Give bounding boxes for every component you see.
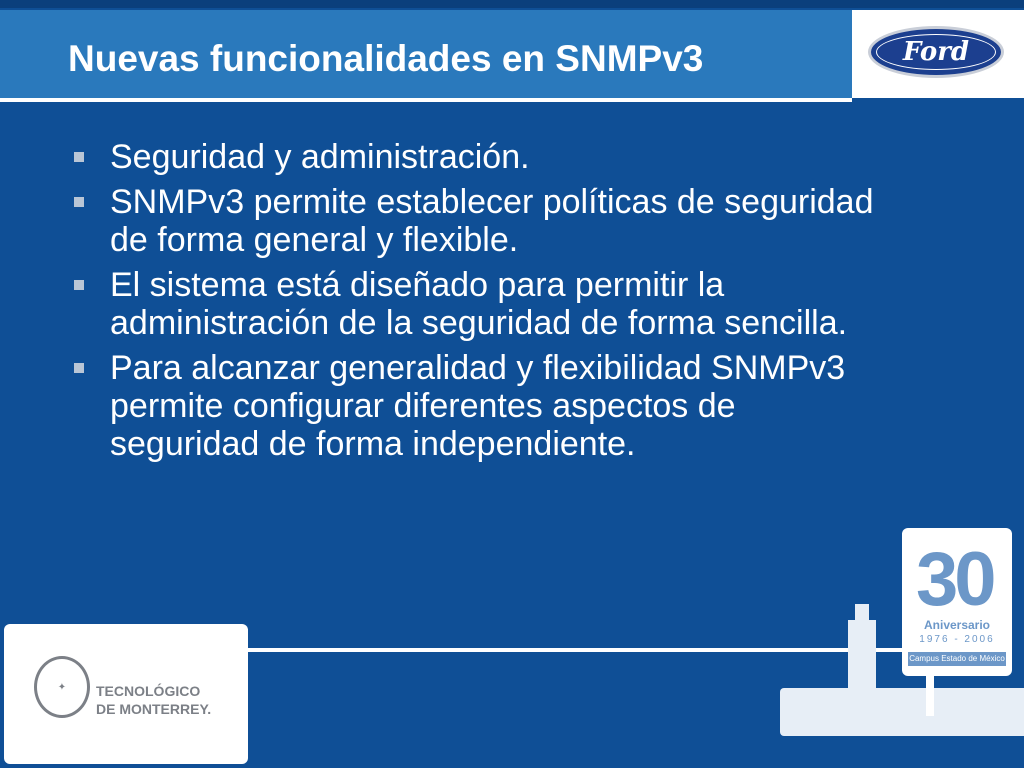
anniversary-logo	[902, 528, 1012, 676]
anniversary-campus: Campus Estado de México	[908, 652, 1006, 666]
footer-divider-line	[244, 648, 904, 652]
tec-logo-line2: DE MONTERREY.	[96, 701, 212, 717]
tec-logo-text	[96, 682, 211, 718]
anniversary-sign-post	[926, 676, 934, 716]
square-bullet-icon	[74, 152, 84, 162]
top-stripe	[0, 0, 1024, 8]
bullet-item	[74, 183, 874, 259]
title-bar	[0, 10, 852, 102]
square-bullet-icon	[74, 280, 84, 290]
bullet-text: SNMPv3 permite establecer políticas de seguridad de forma general y flexible.	[110, 183, 874, 259]
ford-logo	[868, 26, 1004, 78]
bullet-item	[74, 349, 874, 463]
square-bullet-icon	[74, 197, 84, 207]
tec-monterrey-logo	[4, 624, 248, 764]
bullet-text: Para alcanzar generalidad y flexibilidad SNMPv3 permite configurar diferentes aspectos de seguridad de forma independiente.	[110, 349, 846, 463]
bullet-text: Seguridad y administración.	[110, 138, 530, 176]
bullet-item	[74, 266, 874, 342]
anniversary-number: 30	[916, 537, 993, 622]
ford-logo-box	[852, 10, 1024, 98]
ford-logo-text: Ford	[876, 34, 996, 70]
tec-seal-icon: ✦	[34, 656, 90, 718]
bullet-item	[74, 138, 874, 176]
campus-building-illustration	[780, 688, 1024, 736]
anniversary-word: Aniversario	[923, 618, 991, 632]
slide-title: Nuevas funcionalidades en SNMPv3	[68, 38, 704, 79]
square-bullet-icon	[74, 363, 84, 373]
anniversary-years: 1976 - 2006	[919, 634, 995, 645]
tec-logo-line1: TECNOLÓGICO	[96, 683, 201, 699]
bullet-list	[74, 138, 874, 470]
bullet-text: El sistema está diseñado para permitir la administración de la seguridad de forma sencilla.	[110, 266, 848, 342]
